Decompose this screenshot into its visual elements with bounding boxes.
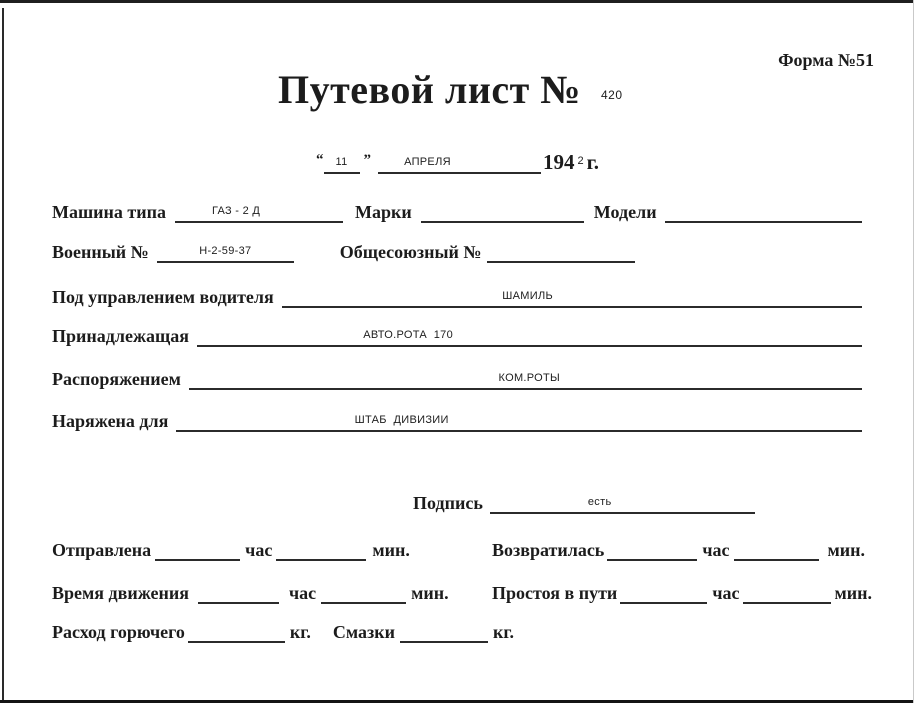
hour-unit: час — [245, 540, 273, 560]
signature-line — [490, 491, 755, 514]
union-no-line — [487, 240, 635, 263]
order-value: КОМ.РОТЫ — [498, 372, 561, 384]
year-last-digit: 2 — [577, 155, 584, 167]
minute-unit: мин. — [827, 540, 865, 560]
minute-unit: мин. — [411, 583, 449, 603]
assigned-value: ШТАБ ДИВИЗИИ — [354, 414, 449, 426]
military-no-line — [157, 240, 294, 263]
driver-row — [52, 286, 862, 308]
idle-hour-line — [620, 581, 707, 604]
fuel-label: Расход горючего — [52, 622, 185, 642]
military-no-value: Н-2-59-37 — [199, 245, 252, 257]
year-prefix: 194 — [543, 150, 575, 174]
driver-label: Под управлением водителя — [52, 287, 274, 307]
order-line — [189, 367, 862, 390]
idle-minute-line — [743, 581, 831, 604]
page-left-edge — [2, 8, 4, 703]
year-suffix: г. — [586, 150, 600, 174]
departed-hour-line — [155, 538, 240, 561]
machine-type-value: ГАЗ - 2 Д — [211, 205, 261, 217]
brand-line — [421, 200, 584, 223]
assigned-line — [176, 409, 862, 432]
grease-label: Смазки — [332, 622, 395, 642]
moving-time-row — [52, 582, 449, 604]
kg-unit: кг. — [492, 622, 514, 642]
union-no-label: Общесоюзный № — [339, 242, 482, 262]
machine-type-line — [175, 200, 343, 223]
hour-unit: час — [289, 583, 317, 603]
assigned-label: Наряжена для — [52, 411, 169, 431]
close-quote: ” — [363, 152, 371, 168]
order-row — [52, 368, 862, 390]
departed-label: Отправлена — [52, 540, 152, 560]
departed-row — [52, 539, 410, 561]
machine-type-row — [52, 201, 862, 223]
machine-type-label: Машина типа — [52, 202, 167, 222]
assigned-row — [52, 410, 862, 432]
grease-line — [400, 620, 488, 643]
date-month-value: АПРЕЛЯ — [404, 156, 451, 168]
returned-hour-line — [607, 538, 697, 561]
date-month-line — [378, 151, 541, 174]
returned-minute-line — [734, 538, 819, 561]
minute-unit: мин. — [834, 583, 872, 603]
page-title: Путевой лист № — [278, 67, 581, 112]
page-top-edge — [0, 0, 914, 3]
returned-label: Возвратилась — [492, 540, 605, 560]
hour-unit: час — [702, 540, 730, 560]
title-row — [278, 68, 623, 112]
fuel-line — [188, 620, 285, 643]
moving-hour-line — [198, 581, 279, 604]
kg-unit: кг. — [289, 622, 311, 642]
hour-unit: час — [712, 583, 740, 603]
model-line — [665, 200, 862, 223]
date-day-line — [324, 151, 360, 174]
moving-minute-line — [321, 581, 406, 604]
driver-value: ШАМИЛЬ — [502, 290, 553, 302]
order-label: Распоряжением — [52, 369, 181, 389]
model-label: Модели — [593, 202, 657, 222]
form-code: Форма №51 — [778, 50, 874, 70]
fuel-grease-row — [52, 621, 514, 643]
returned-row — [492, 539, 865, 561]
signature-value: есть — [587, 496, 612, 508]
driver-line — [282, 285, 862, 308]
belongs-value: АВТО.РОТА 170 — [363, 329, 453, 341]
idle-time-row — [492, 582, 872, 604]
signature-label: Подпись — [413, 493, 483, 513]
brand-label: Марки — [355, 202, 412, 222]
open-quote: “ — [316, 152, 324, 168]
departed-minute-line — [276, 538, 366, 561]
waybill-number-value: 420 — [600, 88, 623, 102]
belongs-label: Принадлежащая — [52, 326, 189, 346]
belongs-line — [197, 324, 862, 347]
military-no-label: Военный № — [52, 242, 149, 262]
date-row — [316, 150, 599, 174]
signature-row — [413, 492, 755, 514]
military-number-row — [52, 241, 635, 263]
idle-label: Простоя в пути — [492, 583, 618, 603]
minute-unit: мин. — [372, 540, 410, 560]
belongs-row — [52, 325, 862, 347]
date-day-value: 11 — [335, 156, 348, 168]
moving-label: Время движения — [52, 583, 189, 603]
